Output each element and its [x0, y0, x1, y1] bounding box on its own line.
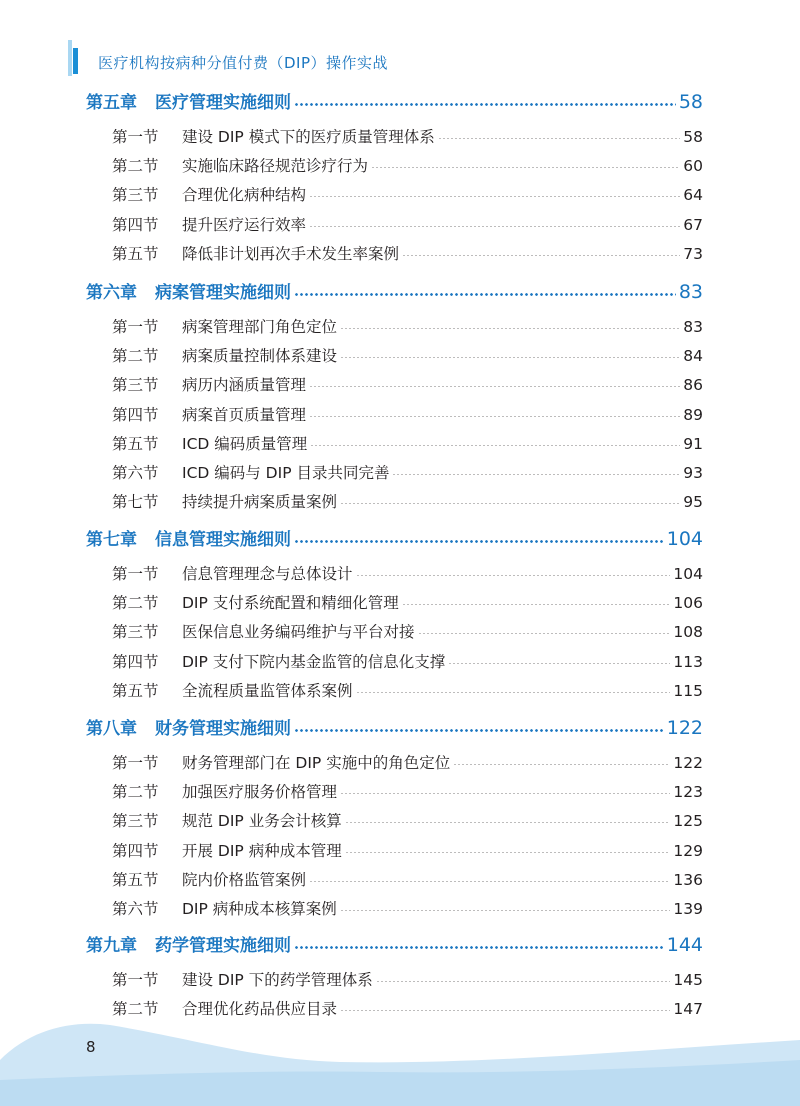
dot-leader — [340, 503, 680, 504]
dot-leader — [309, 226, 680, 227]
toc-section-entry[interactable] — [112, 125, 703, 151]
toc-section-entry[interactable] — [112, 183, 703, 209]
section-title: 建设 DIP 下的药学管理体系 — [182, 971, 373, 989]
dot-leader — [294, 946, 664, 949]
toc-section-entry[interactable] — [112, 780, 703, 806]
section-page-number: 122 — [673, 754, 703, 772]
dot-leader — [294, 540, 664, 543]
section-title: DIP 支付下院内基金监管的信息化支撑 — [182, 652, 446, 671]
chapter-number: 第九章 — [86, 936, 137, 956]
section-number: 第一节 — [112, 565, 159, 583]
section-number: 第五节 — [112, 681, 159, 700]
section-number: 第四节 — [112, 215, 159, 234]
section-number: 第七节 — [112, 493, 159, 512]
section-title: DIP 病种成本核算案例 — [182, 900, 337, 918]
section-number: 第五节 — [112, 244, 159, 263]
toc-chapter-entry[interactable] — [86, 714, 703, 742]
section-number: 第三节 — [112, 186, 159, 205]
section-page-number: 84 — [683, 347, 703, 366]
chapter-page-number: 83 — [678, 281, 703, 303]
chapter-title: 医疗管理实施细则 — [155, 93, 291, 113]
section-page-number: 125 — [673, 812, 703, 831]
section-page-number: 123 — [673, 783, 703, 802]
dot-leader — [356, 692, 671, 693]
section-title: 规范 DIP 业务会计核算 — [182, 812, 342, 831]
dot-leader — [294, 103, 676, 106]
dot-leader — [309, 416, 680, 417]
section-title: 医保信息业务编码维护与平台对接 — [182, 623, 415, 642]
dot-leader — [438, 138, 681, 139]
section-title: 病历内涵质量管理 — [182, 376, 307, 395]
section-page-number: 60 — [683, 157, 703, 176]
book-title: 医疗机构按病种分值付费（DIP）操作实战 — [98, 54, 389, 72]
section-page-number: 58 — [683, 128, 703, 146]
section-number: 第一节 — [112, 971, 159, 989]
section-page-number: 104 — [673, 565, 703, 583]
chapter-number: 第八章 — [86, 719, 137, 739]
chapter-title: 药学管理实施细则 — [155, 936, 291, 956]
dot-leader — [340, 1010, 670, 1011]
toc-section-entry[interactable] — [112, 242, 703, 268]
section-title: 病案管理部门角色定位 — [182, 318, 338, 336]
dot-leader — [345, 852, 671, 853]
dot-leader — [376, 981, 671, 982]
toc-section-entry[interactable] — [112, 839, 703, 865]
toc-section-entry[interactable] — [112, 344, 703, 370]
section-number: 第五节 — [112, 870, 159, 889]
dot-leader — [371, 167, 680, 168]
chapter-page-number: 58 — [678, 91, 703, 113]
toc-section-entry[interactable] — [112, 591, 703, 617]
dot-leader — [402, 604, 671, 605]
section-title: 实施临床路径规范诊疗行为 — [182, 157, 369, 176]
section-page-number: 64 — [683, 186, 703, 205]
dot-leader — [310, 445, 680, 446]
dot-leader — [294, 729, 664, 732]
toc-section-entry[interactable] — [112, 809, 703, 835]
dot-leader — [309, 196, 680, 197]
dot-leader — [309, 386, 680, 387]
section-number: 第一节 — [112, 318, 159, 336]
section-page-number: 93 — [683, 464, 703, 482]
section-page-number: 139 — [673, 900, 703, 918]
section-number: 第三节 — [112, 376, 159, 395]
dot-leader — [340, 357, 680, 358]
toc-section-entry[interactable] — [112, 868, 703, 894]
section-number: 第二节 — [112, 594, 159, 613]
chapter-number: 第七章 — [86, 530, 137, 550]
section-number: 第二节 — [112, 157, 159, 176]
section-title: 财务管理部门在 DIP 实施中的角色定位 — [182, 754, 451, 772]
section-number: 第四节 — [112, 405, 159, 424]
section-page-number: 147 — [673, 1000, 703, 1019]
toc-chapter-entry[interactable] — [86, 525, 703, 553]
section-number: 第四节 — [112, 841, 159, 860]
chapter-page-number: 144 — [666, 934, 703, 956]
dot-leader — [340, 328, 680, 329]
dot-leader — [340, 793, 670, 794]
section-page-number: 73 — [683, 244, 703, 263]
toc-chapter-entry[interactable] — [86, 931, 703, 959]
toc-section-entry[interactable] — [112, 373, 703, 399]
chapter-title: 病案管理实施细则 — [155, 283, 291, 303]
dot-leader — [356, 575, 671, 576]
page-number: 8 — [86, 1038, 96, 1056]
section-page-number: 136 — [673, 870, 703, 889]
section-page-number: 108 — [673, 623, 703, 642]
dot-leader — [448, 663, 670, 664]
chapter-number: 第五章 — [86, 93, 137, 113]
toc-section-entry[interactable] — [112, 620, 703, 646]
toc-section-entry[interactable] — [112, 490, 703, 516]
toc-section-entry[interactable] — [112, 154, 703, 180]
section-title: 提升医疗运行效率 — [182, 215, 307, 234]
page-header — [0, 0, 800, 80]
toc-chapter-entry[interactable] — [86, 278, 703, 306]
dot-leader — [418, 633, 671, 634]
section-title: 全流程质量监管体系案例 — [182, 681, 353, 700]
toc-section-entry[interactable] — [112, 650, 703, 676]
section-page-number: 129 — [673, 841, 703, 860]
section-page-number: 89 — [683, 405, 703, 424]
dot-leader — [453, 764, 670, 765]
toc-section-entry[interactable] — [112, 751, 703, 777]
section-number: 第六节 — [112, 900, 159, 918]
toc-section-entry[interactable] — [112, 315, 703, 341]
section-title: 院内价格监管案例 — [182, 870, 307, 889]
section-page-number: 86 — [683, 376, 703, 395]
toc-section-entry[interactable] — [112, 897, 703, 923]
dot-leader — [345, 822, 671, 823]
section-title: 病案质量控制体系建设 — [182, 347, 338, 366]
dot-leader — [340, 910, 671, 911]
toc-section-entry[interactable] — [112, 403, 703, 429]
section-number: 第二节 — [112, 347, 159, 366]
section-number: 第二节 — [112, 1000, 159, 1019]
section-number: 第一节 — [112, 128, 159, 146]
section-number: 第六节 — [112, 464, 159, 482]
chapter-page-number: 122 — [666, 717, 703, 739]
toc-section-entry[interactable] — [112, 968, 703, 994]
section-title: 合理优化药品供应目录 — [182, 1000, 338, 1019]
section-title: ICD 编码与 DIP 目录共同完善 — [182, 464, 390, 482]
dot-leader — [294, 293, 676, 296]
section-page-number: 115 — [673, 681, 703, 700]
chapter-page-number: 104 — [666, 528, 703, 550]
footer-wave-decoration — [0, 1020, 800, 1106]
section-title: 病案首页质量管理 — [182, 405, 307, 424]
section-page-number: 95 — [683, 493, 703, 512]
section-title: ICD 编码质量管理 — [182, 434, 308, 453]
section-number: 第四节 — [112, 652, 159, 671]
header-bookmark-icon — [68, 40, 72, 76]
chapter-title: 财务管理实施细则 — [155, 719, 291, 739]
section-number: 第一节 — [112, 754, 159, 772]
section-title: 合理优化病种结构 — [182, 186, 307, 205]
section-page-number: 91 — [683, 434, 703, 453]
section-page-number: 145 — [673, 971, 703, 989]
section-number: 第三节 — [112, 812, 159, 831]
chapter-title: 信息管理实施细则 — [155, 530, 291, 550]
section-page-number: 113 — [673, 652, 703, 671]
section-title: DIP 支付系统配置和精细化管理 — [182, 594, 399, 613]
toc-chapter-entry[interactable] — [86, 88, 703, 116]
section-title: 建设 DIP 模式下的医疗质量管理体系 — [182, 128, 435, 146]
section-title: 信息管理理念与总体设计 — [182, 565, 353, 583]
toc-section-entry[interactable] — [112, 432, 703, 458]
section-title: 开展 DIP 病种成本管理 — [182, 841, 342, 860]
section-page-number: 67 — [683, 215, 703, 234]
section-page-number: 106 — [673, 594, 703, 613]
toc-section-entry[interactable] — [112, 679, 703, 705]
toc-section-entry[interactable] — [112, 213, 703, 239]
section-number: 第二节 — [112, 783, 159, 802]
chapter-number: 第六章 — [86, 283, 137, 303]
dot-leader — [309, 881, 670, 882]
dot-leader — [392, 474, 680, 475]
section-title: 降低非计划再次手术发生率案例 — [182, 244, 400, 263]
section-title: 持续提升病案质量案例 — [182, 493, 338, 512]
toc-section-entry[interactable] — [112, 562, 703, 588]
section-number: 第三节 — [112, 623, 159, 642]
section-number: 第五节 — [112, 434, 159, 453]
dot-leader — [402, 255, 680, 256]
toc-section-entry[interactable] — [112, 461, 703, 487]
section-page-number: 83 — [683, 318, 703, 336]
section-title: 加强医疗服务价格管理 — [182, 783, 338, 802]
